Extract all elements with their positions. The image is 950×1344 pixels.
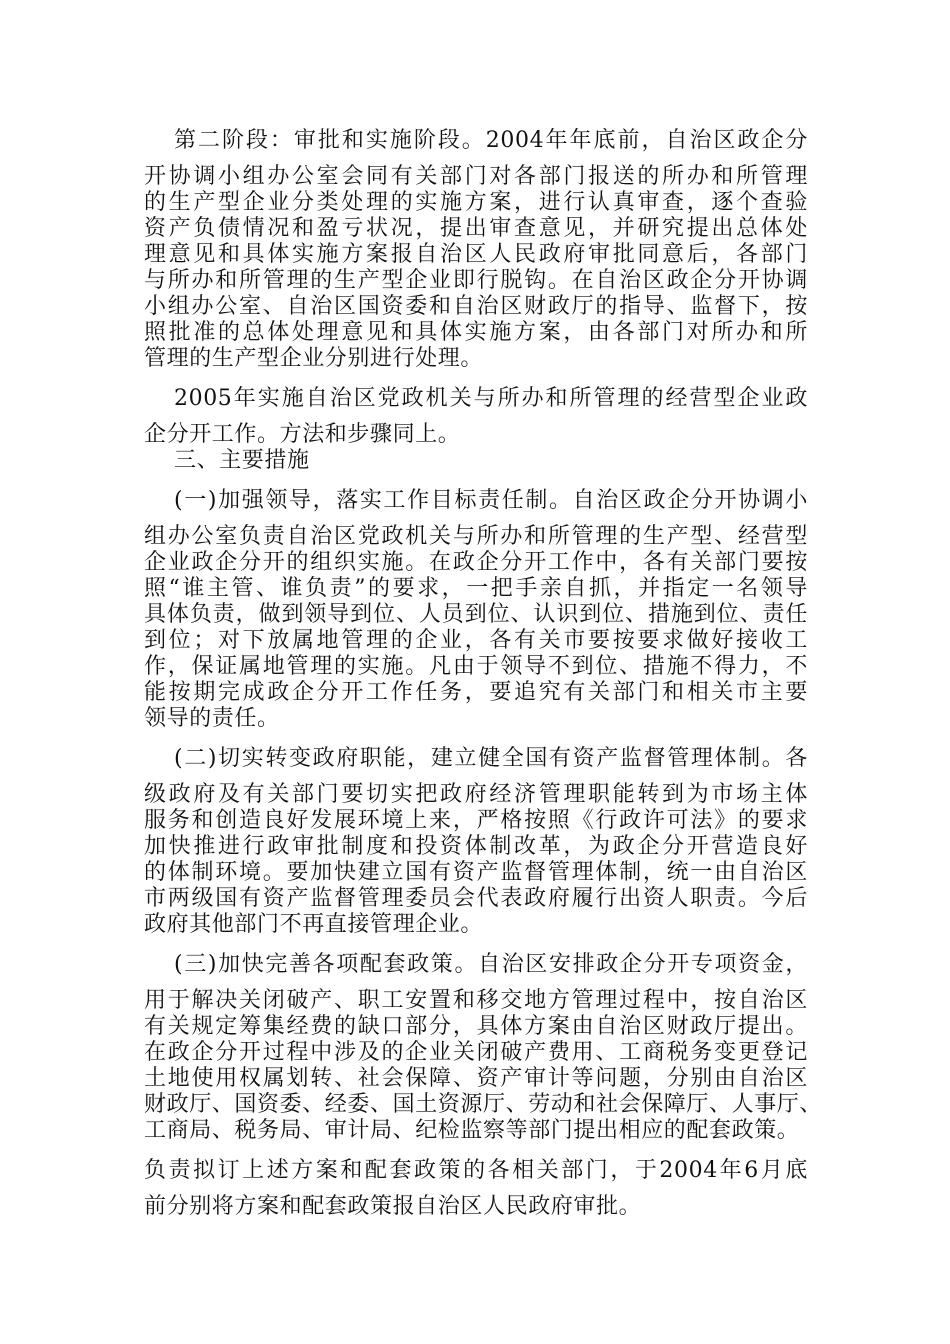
text-line: 企业政企分开的组织实施。在政企分开工作中，各有关部门要按: [144, 550, 808, 575]
paragraph-deadline: [144, 1158, 808, 1220]
text-line: 领导的责任。: [144, 706, 280, 731]
text-line: (一)加强领导，落实工作目标责任制。自治区政企分开协调小: [174, 488, 808, 513]
paragraph-measure-one: [144, 488, 808, 732]
text-line: 照“谁主管、谁负责”的要求，一把手亲自抓，并指定一名领导: [144, 576, 808, 601]
text-line: 用于解决关闭破产、职工安置和移交地方管理过程中，按自治区: [144, 988, 808, 1013]
text-line: 照批准的总体处理意见和具体实施方案，由各部门对所办和所: [144, 320, 808, 345]
text-line: 管理的生产型企业分别进行处理。: [144, 346, 484, 371]
text-line: 2005年实施自治区党政机关与所办和所管理的经营型企业政: [174, 386, 808, 411]
text-line: 服务和创造良好发展环境上来，严格按照《行政许可法》的要求: [144, 808, 808, 833]
text-line: 资产负债情况和盈亏状况，提出审查意见，并研究提出总体处: [144, 216, 808, 241]
text-line: 第二阶段：审批和实施阶段。2004年年底前，自治区政企分: [174, 128, 808, 153]
text-line: 的生产型企业分类处理的实施方案，进行认真审查，逐个查验: [144, 190, 808, 215]
text-line: 能按期完成政企分开工作任务，要追究有关部门和相关市主要: [144, 680, 808, 705]
text-line: 级政府及有关部门要切实把政府经济管理职能转到为市场主体: [144, 782, 808, 807]
text-line: 理意见和具体实施方案报自治区人民政府审批同意后，各部门: [144, 242, 808, 267]
text-line: 市两级国有资产监督管理委员会代表政府履行出资人职责。今后: [144, 886, 808, 911]
text-line: 负责拟订上述方案和配套政策的各相关部门，于2004年6月底: [144, 1158, 808, 1183]
section-heading: 三、主要措施: [174, 448, 310, 473]
text-line: 企分开工作。方法和步骤同上。: [144, 422, 461, 447]
paragraph-measure-three: [144, 952, 823, 1144]
paragraph-stage-two: [144, 128, 808, 372]
text-line: (三)加快完善各项配套政策。自治区安排政企分开专项资金，: [174, 952, 808, 977]
text-line: 小组办公室、自治区国资委和自治区财政厅的指导、监督下，按: [144, 294, 808, 319]
section-three-heading: [144, 448, 808, 474]
paragraph-measure-two: [144, 746, 808, 938]
text-line: 到位；对下放属地管理的企业，各有关市要按要求做好接收工: [144, 628, 808, 653]
text-line: 开协调小组办公室会同有关部门对各部门报送的所办和所管理: [144, 164, 808, 189]
text-line: 加快推进行政审批制度和投资体制改革，为政企分开营造良好: [144, 834, 808, 859]
text-line: 在政企分开过程中涉及的企业关闭破产费用、工商税务变更登记: [144, 1040, 808, 1065]
text-line: 前分别将方案和配套政策报自治区人民政府审批。: [144, 1194, 642, 1219]
text-line: 政府其他部门不再直接管理企业。: [144, 912, 484, 937]
text-line: 具体负责，做到领导到位、人员到位、认识到位、措施到位、责任: [144, 602, 808, 627]
text-line: 财政厅、国资委、经委、国土资源厅、劳动和社会保障厅、人事厅、: [144, 1092, 823, 1117]
text-line: 作，保证属地管理的实施。凡由于领导不到位、措施不得力，不: [144, 654, 808, 679]
paragraph-year-2005: [144, 386, 808, 448]
text-line: 的体制环境。要加快建立国有资产监督管理体制，统一由自治区: [144, 860, 808, 885]
text-line: 组办公室负责自治区党政机关与所办和所管理的生产型、经营型: [144, 524, 808, 549]
text-line: (二)切实转变政府职能，建立健全国有资产监督管理体制。各: [174, 746, 808, 771]
text-line: 工商局、税务局、审计局、纪检监察等部门提出相应的配套政策。: [144, 1118, 800, 1143]
text-line: 与所办和所管理的生产型企业即行脱钩。在自治区政企分开协调: [144, 268, 808, 293]
text-line: 有关规定筹集经费的缺口部分，具体方案由自治区财政厅提出。: [144, 1014, 808, 1039]
text-line: 土地使用权属划转、社会保障、资产审计等问题，分别由自治区: [144, 1066, 808, 1091]
document-page: [144, 128, 823, 1220]
